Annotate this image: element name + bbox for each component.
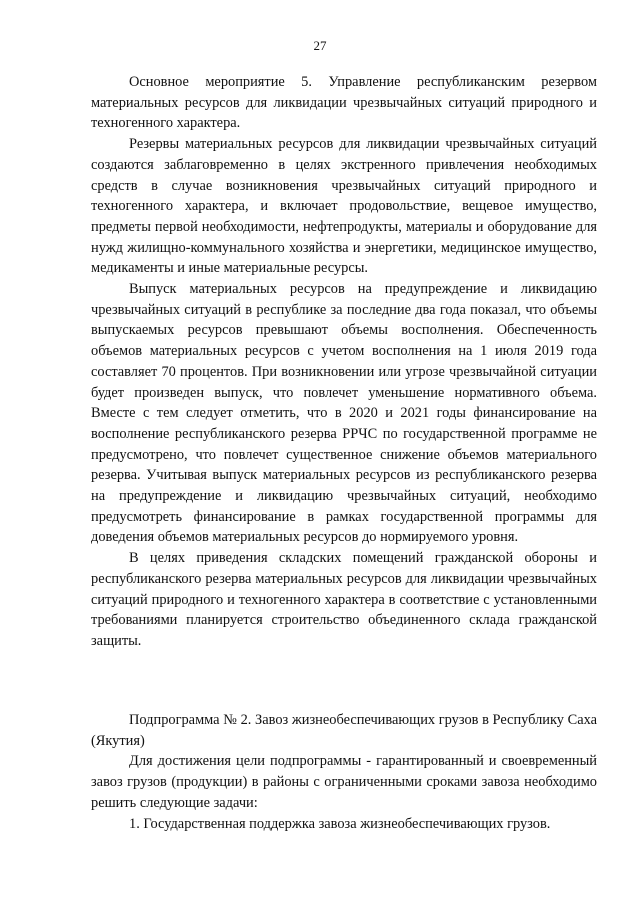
paragraph-reserves: Резервы материальных ресурсов для ликвидации чрезвычайных ситуаций создаются заблаговременно в целях экстренного привлечения необходимых средств в случае возникновения чрезвычайных ситуаций природного и техногенного характера, и включает продовольствие, вещевое имущество, предметы первой необходимости, нефтепродукты, материалы и оборудование для нужд жилищно-коммунального хозяйства и энергетики, медицинское имущество, медикаменты и иные материальные ресурсы. bbox=[91, 136, 597, 277]
main-text bbox=[91, 72, 597, 652]
paragraph-release: Выпуск материальных ресурсов на предупреждение и ликвидацию чрезвычайных ситуаций в республике за последние два года показал, что объемы выпускаемых ресурсов превышают объемы восполнения. Обеспеченность объемов материальных ресурсов с учетом восполнения на 1 июля 2019 года составляет 70 процентов. При возникновении или угрозе чрезвычайной ситуации будет произведен выпуск, что повлечет уменьшение нормативного объема. Вместе с тем следует отметить, что в 2020 и 2021 годы финансирование на восполнение республиканского резерва РРЧС по государственной программе не предусмотрено, что повлечет существенное снижение объемов материального резерва. Учитывая выпуск материальных ресурсов из республиканского резерва на предупреждение и ликвидацию чрезвычайных ситуаций, необходимо предусмотреть финансирование в рамках государственной программы для доведения объемов материальных ресурсов до нормируемого уровня. bbox=[91, 281, 597, 546]
subprogram-heading: Подпрограмма № 2. Завоз жизнеобеспечивающих грузов в Республику Саха (Якутия) bbox=[91, 712, 597, 749]
paragraph-activity-5: Основное мероприятие 5. Управление республиканским резервом материальных ресурсов для ликвидации чрезвычайных ситуаций природного и техногенного характера. bbox=[91, 74, 597, 132]
page-number: 27 bbox=[313, 38, 327, 53]
subprogram-section bbox=[91, 710, 597, 834]
subprogram-task-1: 1. Государственная поддержка завоза жизнеобеспечивающих грузов. bbox=[129, 815, 551, 832]
paragraph-warehouse: В целях приведения складских помещений гражданской обороны и республиканского резерва материальных ресурсов для ликвидации чрезвычайных ситуаций природного и техногенного характера в соответствие с установленными требованиями планируется строительство объединенного склада гражданской защиты. bbox=[91, 550, 597, 649]
subprogram-intro: Для достижения цели подпрограммы - гарантированный и своевременный завоз грузов (продукции) в районы с ограниченными сроками завоза необходимо решить следующие задачи: bbox=[91, 753, 597, 811]
